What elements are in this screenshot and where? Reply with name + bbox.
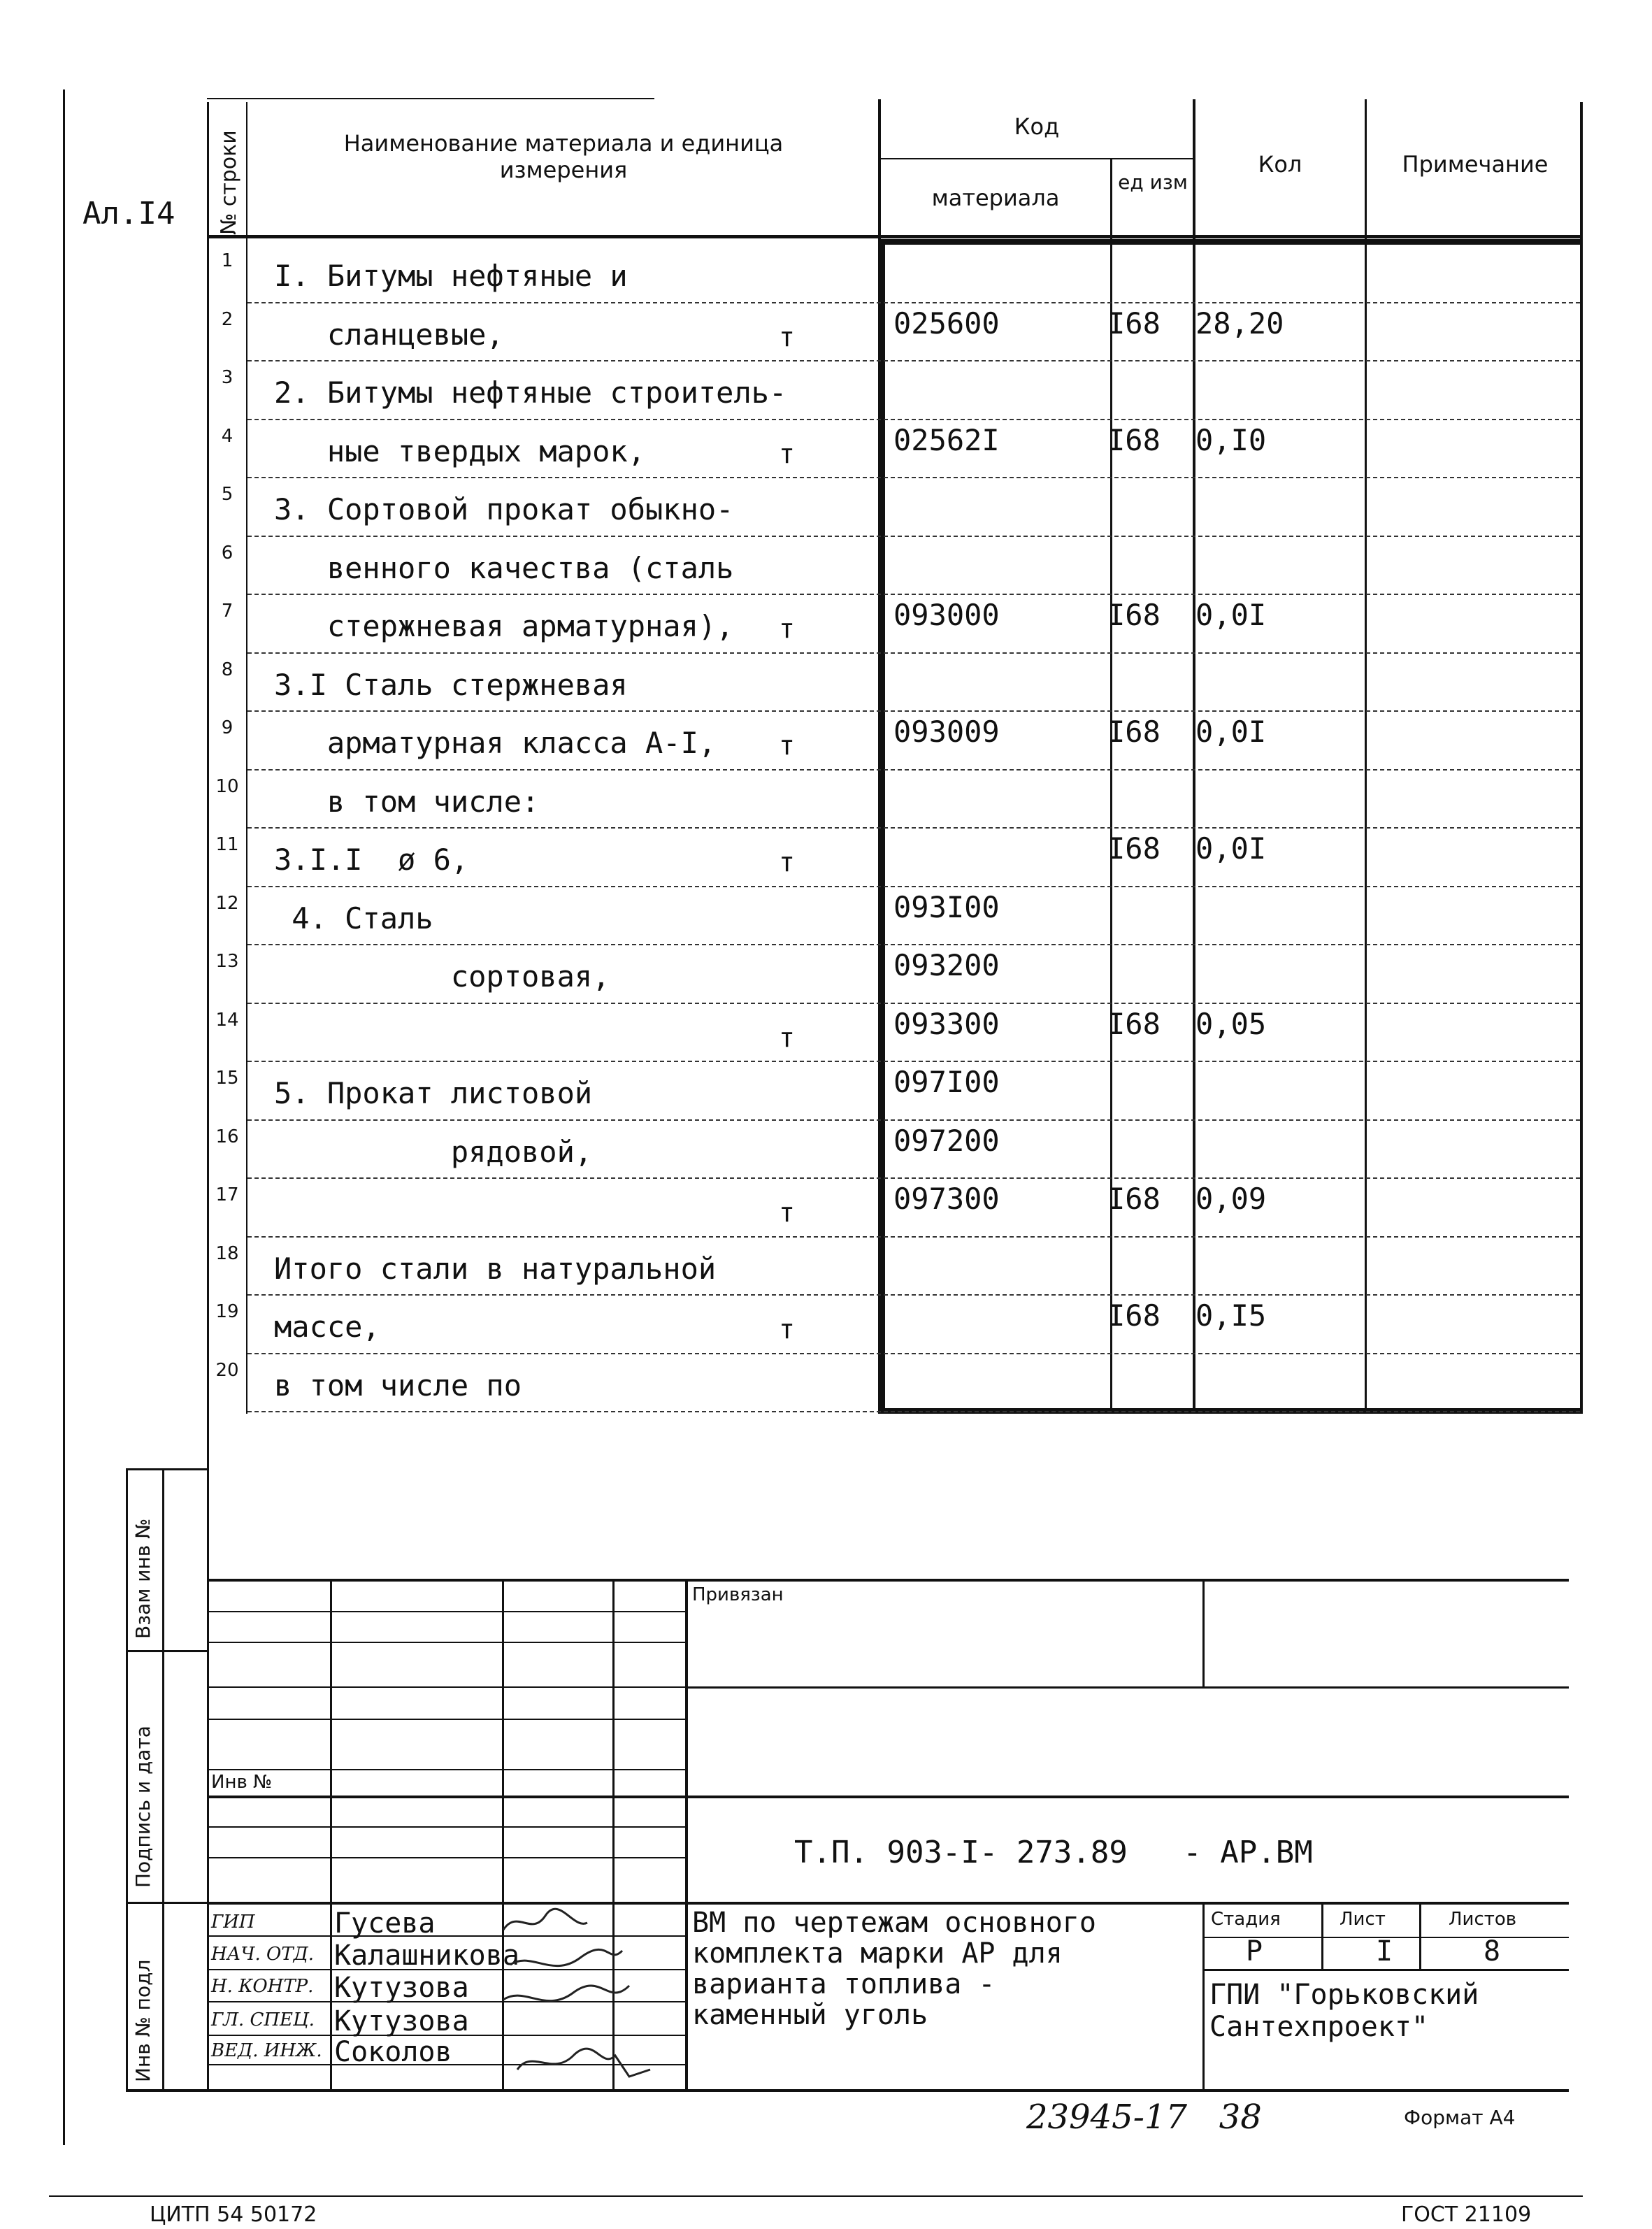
row-number: 3 [221, 367, 234, 388]
material-code: 093009 [893, 715, 1000, 749]
table-row [207, 245, 1583, 303]
side-label-podpis: Подпись и дата [131, 1726, 155, 1888]
material-name: в том числе: [274, 784, 540, 819]
row-number: 11 [215, 834, 239, 855]
page-left-border [63, 89, 65, 2145]
row-number: 5 [221, 484, 234, 505]
stage-label: Стадия [1211, 1909, 1281, 1930]
side-label-vzam: Взам инв № [131, 1518, 155, 1639]
unit-code: I68 [1107, 598, 1161, 632]
unit: т [779, 730, 795, 761]
org-line-2: Сантехпроект" [1209, 2011, 1429, 2043]
material-name: ные твердых марок, [274, 433, 646, 468]
sheets-count-label: Листов [1449, 1909, 1517, 1930]
header-note: Примечание [1402, 151, 1549, 178]
quantity: 0,0I [1195, 715, 1267, 749]
frame-left-lower [207, 1412, 209, 2091]
header-row-no: № строки [217, 130, 241, 235]
row-number: 10 [215, 775, 239, 797]
material-name: 3.I Сталь стержневая [274, 667, 628, 702]
material-name: Итого стали в натуральной [274, 1251, 717, 1286]
person-role: Н. КОНТР. [211, 1976, 314, 1997]
unit-code: I68 [1107, 831, 1161, 866]
privyazan-label: Привязан [692, 1584, 784, 1605]
table-row [207, 771, 1583, 829]
material-name: арматурная класса А-I, [274, 726, 717, 760]
row-number: 15 [215, 1068, 239, 1089]
header-name: Наименование материала и единица измерения [343, 130, 784, 183]
sheet-number-value: I [1376, 1935, 1393, 1968]
sheet-number-label: Лист [1339, 1909, 1386, 1930]
row-number: 4 [221, 425, 234, 447]
unit: т [779, 438, 795, 469]
table-row [207, 1354, 1583, 1413]
table-row [207, 1179, 1583, 1238]
table-row [207, 361, 1583, 420]
row-number: 12 [215, 892, 239, 914]
material-name: 4. Сталь [274, 901, 433, 936]
material-name: в том числе по [274, 1368, 522, 1403]
title-line-3: варианта топлива - [692, 1968, 996, 2000]
format-label: Формат А4 [1404, 2106, 1516, 2129]
unit: т [779, 321, 795, 352]
unit-code: I68 [1107, 1298, 1161, 1333]
person-role: ГИП [211, 1912, 255, 1933]
table-row [207, 478, 1583, 537]
title-line-4: каменный уголь [692, 1999, 928, 2031]
quantity: 0,0I [1195, 598, 1267, 632]
document-code: Т.П. 903-I- 273.89 - АР.ВМ [794, 1835, 1313, 1870]
material-name: венного качества (сталь [274, 550, 734, 585]
header-qty: Кол [1258, 151, 1302, 178]
row-number: 7 [221, 601, 234, 622]
material-code: 093300 [893, 1006, 1000, 1041]
table-row [207, 829, 1583, 887]
material-name: сланцевые, [274, 317, 504, 352]
row-number: 2 [221, 308, 234, 330]
organization [1209, 1979, 1479, 2043]
row-number: 6 [221, 542, 234, 564]
table-row [207, 595, 1583, 654]
unit: т [779, 1314, 795, 1345]
material-code: 093I00 [893, 889, 1000, 924]
material-code: 097I00 [893, 1065, 1000, 1099]
sheet-label: Ал.I4 [82, 196, 175, 231]
table-row [207, 654, 1583, 712]
row-number: 19 [215, 1301, 239, 1322]
material-name: рядовой, [274, 1134, 593, 1169]
material-name: стержневая арматурная), [274, 609, 734, 643]
unit-code: I68 [1107, 1006, 1161, 1041]
material-name: 5. Прокат листовой [274, 1076, 593, 1110]
table-row [207, 303, 1583, 362]
material-code: 093000 [893, 598, 1000, 632]
unit: т [779, 1022, 795, 1053]
table-row [207, 1238, 1583, 1296]
row-number: 20 [215, 1359, 239, 1381]
material-name: 3. Сортовой прокат обыкно- [274, 492, 734, 526]
quantity: 28,20 [1195, 306, 1284, 341]
unit-code: I68 [1107, 422, 1161, 457]
row-number: 13 [215, 951, 239, 972]
title-line-1: ВМ по чертежам основного [692, 1907, 1096, 1939]
sheets-count-value: 8 [1484, 1935, 1501, 1968]
footer-right-code: ГОСТ 21109 [1401, 2202, 1532, 2227]
material-code: 02562I [893, 422, 1000, 457]
material-name: сортовая, [274, 959, 610, 994]
table-row [207, 537, 1583, 596]
row-number: 17 [215, 1184, 239, 1205]
material-name: 3.I.I ø 6, [274, 843, 469, 877]
table-row [207, 945, 1583, 1004]
quantity: 0,I0 [1195, 422, 1267, 457]
unit-code: I68 [1107, 1182, 1161, 1216]
person-role: ГЛ. СПЕЦ. [211, 2009, 315, 2030]
header-code-unit: ед изм [1118, 171, 1188, 194]
material-name: 2. Битумы нефтяные строитель- [274, 375, 787, 410]
unit: т [779, 1197, 795, 1228]
table-row [207, 1004, 1583, 1063]
table-row [207, 1296, 1583, 1354]
row-number: 8 [221, 659, 234, 680]
header-code: Код [1014, 113, 1060, 140]
person-role: ВЕД. ИНЖ. [211, 2040, 322, 2061]
stage-value: Р [1246, 1935, 1263, 1968]
table-row [207, 887, 1583, 946]
person-name: Калашникова [334, 1940, 519, 1972]
unit-code: I68 [1107, 306, 1161, 341]
handwritten-number: 23945-17 38 [1026, 2098, 1262, 2137]
table-row [207, 1121, 1583, 1180]
side-label-inv-podl: Инв № подл [131, 1959, 155, 2082]
bottom-rule [49, 2195, 1583, 2197]
person-role: НАЧ. ОТД. [211, 1944, 315, 1965]
unit: т [779, 613, 795, 644]
quantity: 0,0I [1195, 831, 1267, 866]
header-code-material: материала [931, 185, 1060, 211]
row-number: 16 [215, 1126, 239, 1147]
material-code: 025600 [893, 306, 1000, 341]
person-name: Гусева [334, 1907, 436, 1940]
material-code: 093200 [893, 948, 1000, 982]
unit-code: I68 [1107, 715, 1161, 749]
material-name: массе, [274, 1310, 380, 1344]
document-title [692, 1907, 1096, 2030]
material-code: 097300 [893, 1182, 1000, 1216]
inv-no-label: Инв № [211, 1772, 273, 1793]
person-name: Кутузова [334, 1972, 469, 2004]
table-row [207, 1062, 1583, 1121]
signatures-scribble [489, 1902, 692, 2091]
person-name: Кутузова [334, 2005, 469, 2037]
unit: т [779, 847, 795, 877]
footer-left-code: ЦИТП 54 50172 [150, 2202, 317, 2227]
row-number: 9 [221, 717, 234, 738]
quantity: 0,05 [1195, 1006, 1267, 1041]
material-code: 097200 [893, 1123, 1000, 1158]
row-number: 1 [221, 250, 234, 271]
title-line-2: комплекта марки АР для [692, 1937, 1063, 1970]
org-line-1: ГПИ "Горьковский [1209, 1979, 1479, 2011]
quantity: 0,I5 [1195, 1298, 1267, 1333]
person-name: Соколов [334, 2036, 452, 2068]
material-name: I. Битумы нефтяные и [274, 259, 628, 293]
table-row [207, 420, 1583, 479]
row-number: 18 [215, 1242, 239, 1264]
row-number: 14 [215, 1009, 239, 1031]
table-row [207, 712, 1583, 771]
quantity: 0,09 [1195, 1182, 1267, 1216]
